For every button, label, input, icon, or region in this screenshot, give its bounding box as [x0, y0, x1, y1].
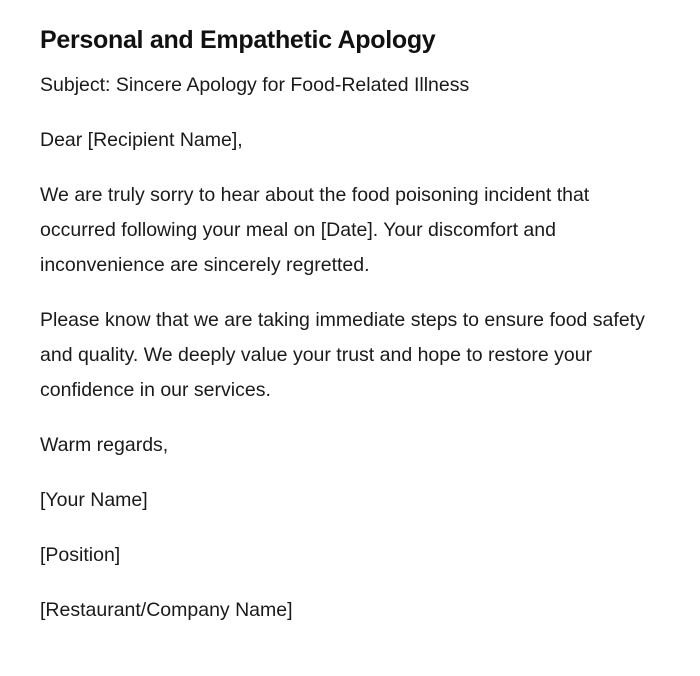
- letter-closing: Warm regards,: [40, 434, 169, 456]
- letter-body-paragraph-2: Please know that we are taking immediate steps to ensure food safety and quality. We deeply value your trust and hope to restore your confidence in our services.: [40, 309, 645, 401]
- signature-position: [Position]: [40, 544, 121, 566]
- signature-company: [Restaurant/Company Name]: [40, 599, 293, 621]
- signature-name: [Your Name]: [40, 489, 148, 511]
- letter-title: Personal and Empathetic Apology: [40, 26, 436, 54]
- letter-subject: Subject: Sincere Apology for Food-Related Illness: [40, 74, 470, 96]
- apology-letter: [40, 22, 650, 648]
- letter-body-paragraph-1: We are truly sorry to hear about the food poisoning incident that occurred following your meal on [Date]. Your discomfort and inconvenience are sincerely regretted.: [40, 184, 590, 276]
- letter-salutation: Dear [Recipient Name],: [40, 129, 243, 151]
